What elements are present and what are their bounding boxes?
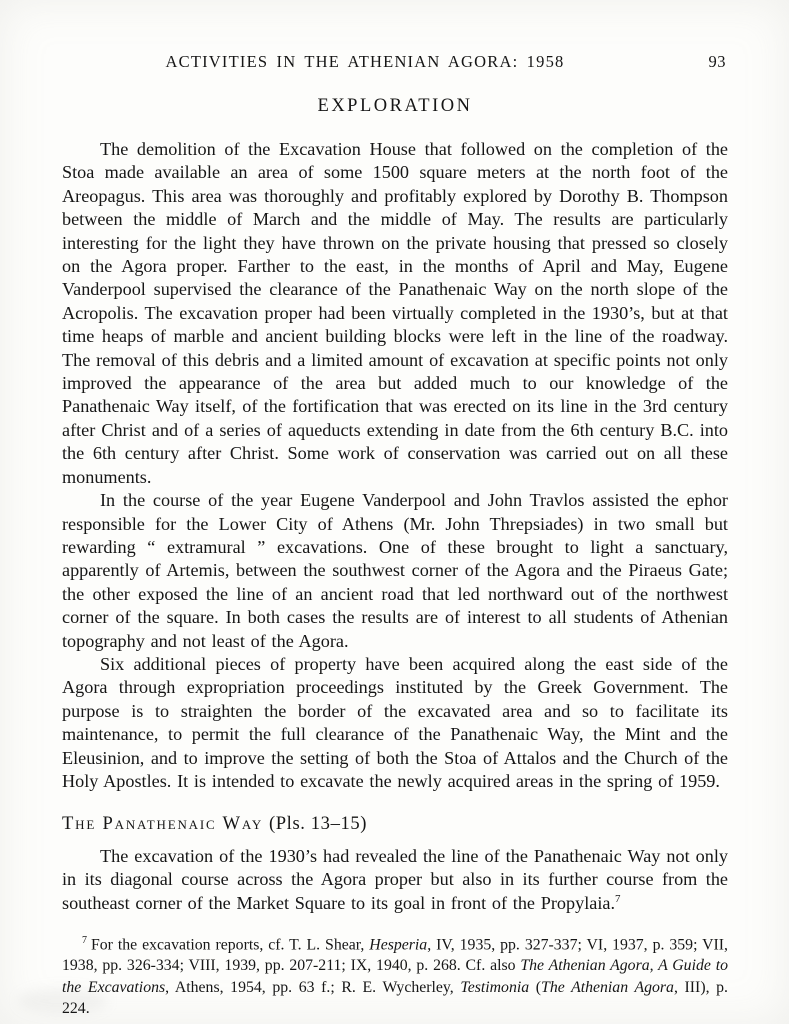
footnote-block: [62, 930, 728, 1019]
footnote-reference: 7: [615, 892, 621, 905]
footnote-text-segment: , Athens, 1954, pp. 63 f.; R. E. Wycherley,: [165, 978, 461, 996]
footnote-text-segment: The Athenian Agora: [541, 978, 674, 996]
footnote-text-segment: , III), p. 224.: [62, 978, 729, 1017]
page-content: [62, 52, 728, 1019]
footnote-text-segment: For the excavation reports, cf. T. L. Shear,: [91, 936, 370, 954]
body-paragraph: Six additional pieces of property have been acquired along the east side of the Agora through expropriation proceedings instituted by the Greek Government. The purpose is to straighten the border of the excavated area and so to facilitate its maintenance, to permit the full clearance of the Panathenaic Way, the Mint and the Eleusinion, and to improve the setting of both the Stoa of Attalos and the Church of the Holy Apostles. It is intended to excavate the newly acquired areas in the spring of 1959.: [62, 653, 728, 791]
subsection-heading-panathenaic-way: [62, 812, 728, 835]
subsection-paragraph-text: The excavation of the 1930’s had revealed the line of the Panathenaic Way not only in its diagonal course across the Agora proper but also in its further course from the southeast corner of the Market Square to its goal in front of the Propylaia.: [62, 845, 728, 913]
footnote-text-segment: , IV, 1935, pp. 327-337; VI, 1937, p. 359; VII, 1938, pp. 326-334; VIII, 1939, pp. 207-211; IX, 1940, p. 268. Cf. also: [62, 936, 728, 975]
footnote-text-segment: The Athenian Agora, A Guide to the Excavations: [62, 957, 728, 996]
footnote-paragraph: [62, 930, 728, 1019]
running-header: [62, 52, 728, 72]
body-paragraph: In the course of the year Eugene Vanderpool and John Travlos assisted the ephor responsible for the Lower City of Athens (Mr. John Threpsiades) in two small but rewarding “ extramural ” excavations. One of these brought to light a sanctuary, apparently of Artemis, between the southwest corner of the Agora and the Piraeus Gate; the other exposed the line of an ancient road that led northward out of the northwest corner of the square. In both cases the results are of interest to all students of Athenian topography and not least of the Agora.: [62, 490, 728, 651]
section-heading-exploration: EXPLORATION: [317, 96, 473, 116]
article-body: [62, 138, 728, 915]
plates-reference: (Pls. 13–15): [268, 813, 368, 835]
page-number: 93: [708, 52, 726, 71]
body-paragraph: The demolition of the Excavation House that followed on the completion of the Stoa made available an area of some 1500 square meters at the north foot of the Areopagus. This area was thoroughly and profitably explored by Dorothy B. Thompson between the middle of March and the middle of May. The results are particularly interesting for the light they have thrown on the private housing that pressed so closely on the Agora proper. Farther to the east, in the months of April and May, Eugene Vanderpool supervised the clearance of the Panathenaic Way on the north slope of the Acropolis. The excavation proper had been virtually completed in the 1930’s, but at that time heaps of marble and ancient building blocks were left in the line of the roadway. The removal of this debris and a limited amount of excavation at specific points not only improved the appearance of the area but added much to our knowledge of the Panathenaic Way itself, of the fortification that was erected on its line in the 3rd century after Christ and of a series of aqueducts extending in date from the 6th century B.C. into the 6th century after Christ. Some work of conservation was carried out on all these monuments.: [62, 139, 728, 487]
running-header-title: ACTIVITIES IN THE ATHENIAN AGORA: 1958: [165, 52, 565, 71]
subsection-title: The Panathenaic Way: [62, 813, 264, 835]
footnote-text: [62, 936, 728, 1017]
footnote-text-segment: Testimonia: [460, 978, 530, 996]
footnote-text-segment: Hesperia: [369, 936, 428, 954]
footnote-marker: 7: [82, 935, 87, 946]
body-paragraph: [62, 845, 728, 915]
footnote-text-segment: (: [529, 978, 542, 996]
